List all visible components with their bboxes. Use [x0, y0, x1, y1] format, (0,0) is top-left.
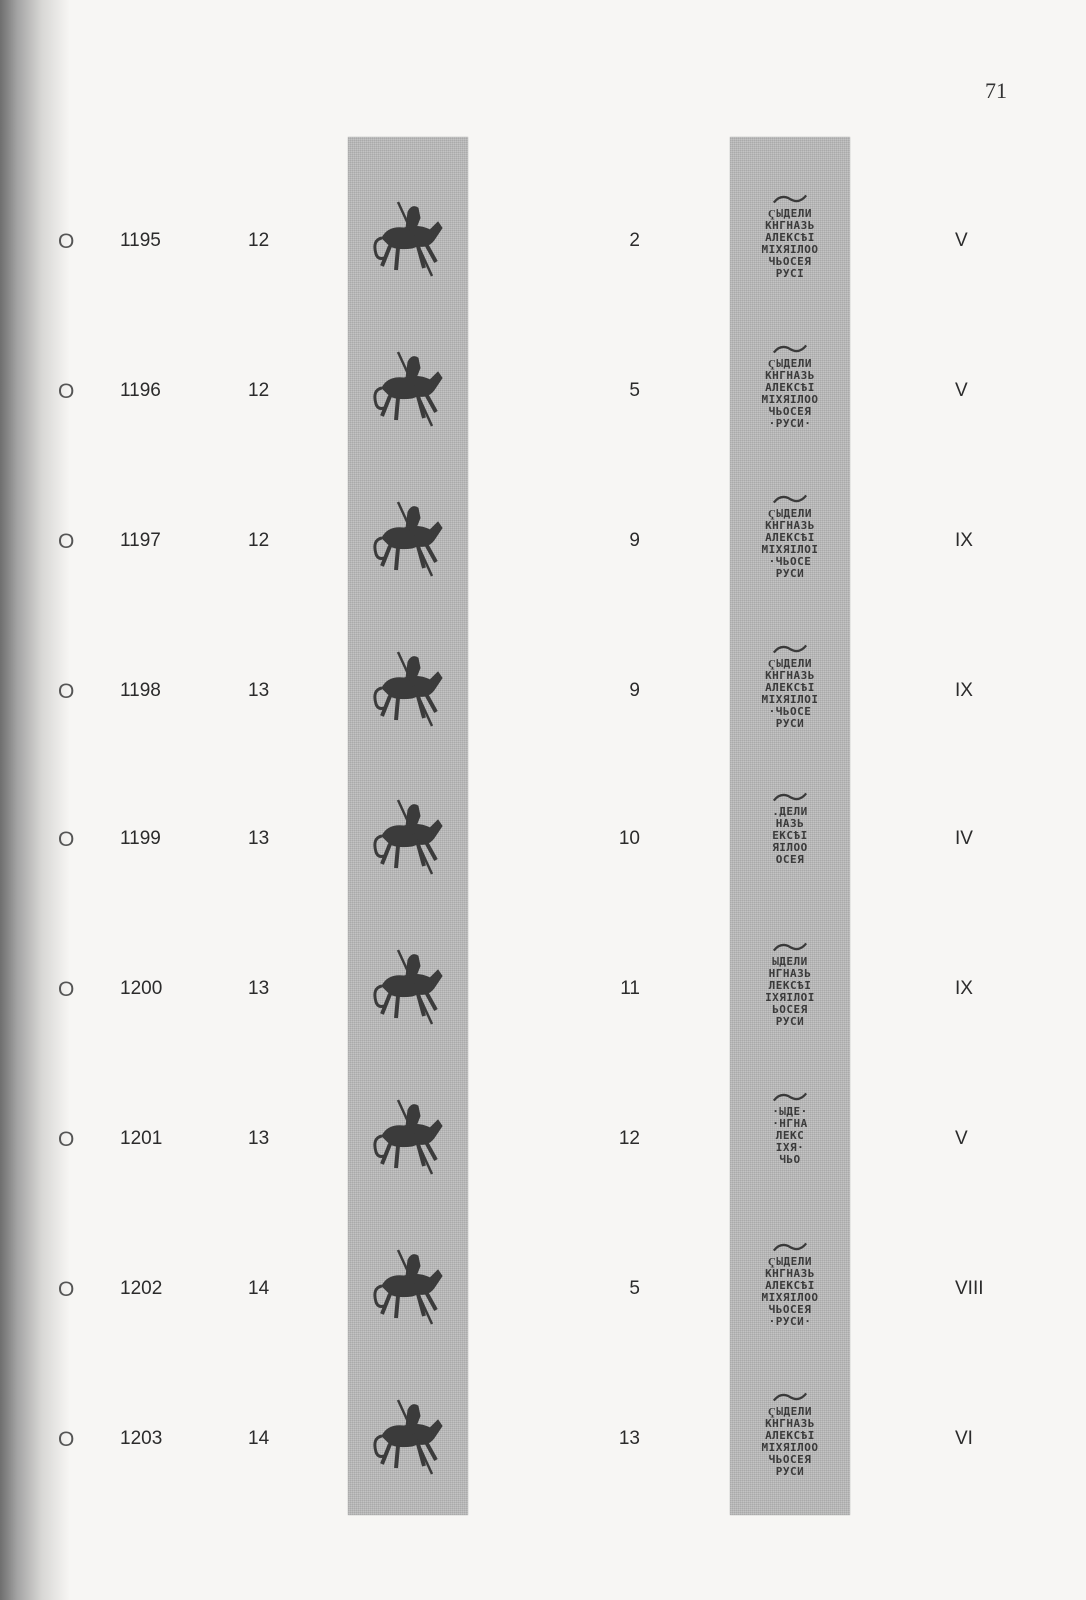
preservation-grade: IX — [955, 680, 973, 701]
preservation-grade: V — [955, 1128, 968, 1149]
obverse-die-number: 12 — [248, 530, 270, 551]
reverse-inscription: ҀЫДЕЛИ КНГНАЗЬ АЛЕКСѢІ МІХЯІЛОІ ·ЧЬОСЕ РУСИ — [761, 507, 819, 580]
catalogue-number: 1196 — [120, 380, 161, 401]
preservation-grade: V — [955, 230, 968, 251]
catalogue-number: 1201 — [120, 1128, 163, 1149]
obverse-die-number: 13 — [248, 680, 270, 701]
table-row — [0, 1366, 1086, 1516]
catalogue-number: 1202 — [120, 1278, 163, 1299]
row-mark: O — [58, 978, 75, 1001]
obverse-die-number: 12 — [248, 380, 270, 401]
table-row — [0, 468, 1086, 618]
catalogue-number: 1195 — [120, 230, 161, 251]
titlo-mark-icon — [742, 490, 838, 508]
table-row — [0, 1216, 1086, 1366]
horseman-seal-icon — [368, 638, 450, 748]
table-row — [0, 318, 1086, 468]
obverse-die-number: 14 — [248, 1428, 270, 1449]
horseman-seal-icon — [368, 786, 450, 896]
horseman-seal-icon — [368, 936, 450, 1046]
preservation-grade: IX — [955, 978, 973, 999]
horseman-seal-icon — [368, 1086, 450, 1196]
horseman-seal-icon — [368, 1236, 450, 1346]
reverse-die-number: 2 — [629, 230, 640, 251]
obverse-die-number: 13 — [248, 1128, 270, 1149]
reverse-inscription: ·ЫДЕ· ·НГНА ЛЕКС ІХЯ· ЧЬО — [772, 1105, 808, 1166]
obverse-die-number: 12 — [248, 230, 270, 251]
row-mark: O — [58, 530, 75, 553]
preservation-grade: IX — [955, 530, 973, 551]
titlo-mark-icon — [742, 788, 838, 806]
preservation-grade: VI — [955, 1428, 973, 1449]
titlo-mark-icon — [742, 340, 838, 358]
catalogue-number: 1198 — [120, 680, 161, 701]
horseman-seal-icon — [368, 488, 450, 598]
reverse-inscription: ҀЫДЕЛИ КНГНАЗЬ АЛЕКСѢІ МІХЯІЛОО ЧЬОСЕЯ РУСІ — [761, 207, 819, 280]
row-mark: O — [58, 680, 75, 703]
catalogue-number: 1199 — [120, 828, 161, 849]
reverse-die-number: 13 — [618, 1428, 640, 1449]
obverse-die-number: 13 — [248, 978, 270, 999]
preservation-grade: VIII — [955, 1278, 984, 1299]
reverse-die-number: 5 — [629, 380, 640, 401]
reverse-inscription: ҀЫДЕЛИ КНГНАЗЬ АЛЕКСѢІ МІХЯІЛОО ЧЬОСЕЯ ·РУСИ· — [761, 1255, 819, 1328]
reverse-die-number: 11 — [620, 978, 640, 999]
reverse-die-number: 9 — [629, 680, 640, 701]
reverse-die-number: 12 — [618, 1128, 640, 1149]
titlo-mark-icon — [742, 1088, 838, 1106]
row-mark: O — [58, 1428, 75, 1451]
reverse-inscription: ҀЫДЕЛИ КНГНАЗЬ АЛЕКСѢІ МІХЯІЛОО ЧЬОСЕЯ ·РУСИ· — [761, 357, 819, 430]
titlo-mark-icon — [742, 1238, 838, 1256]
catalogue-number: 1197 — [120, 530, 161, 551]
catalogue-number: 1200 — [120, 978, 163, 999]
reverse-die-number: 9 — [629, 530, 640, 551]
table-row — [0, 618, 1086, 768]
reverse-die-number: 10 — [618, 828, 640, 849]
titlo-mark-icon — [742, 1388, 838, 1406]
preservation-grade: IV — [955, 828, 973, 849]
preservation-grade: V — [955, 380, 968, 401]
table-row — [0, 766, 1086, 916]
reverse-inscription: ЫДЕЛИ НГНАЗЬ ЛЕКСѢІ ІХЯІЛОІ ЬОСЕЯ РУСИ — [765, 955, 815, 1028]
page-number: 71 — [985, 78, 1007, 103]
row-mark: O — [58, 828, 75, 851]
obverse-die-number: 13 — [248, 828, 270, 849]
table-row — [0, 168, 1086, 318]
row-mark: O — [58, 1278, 75, 1301]
row-mark: O — [58, 1128, 75, 1151]
row-mark: O — [58, 230, 75, 253]
row-mark: O — [58, 380, 75, 403]
reverse-die-number: 5 — [629, 1278, 640, 1299]
titlo-mark-icon — [742, 190, 838, 208]
titlo-mark-icon — [742, 640, 838, 658]
reverse-inscription: .ДЕЛИ НАЗЬ ЕКСѢІ ЯІЛОО ОСЕЯ — [772, 805, 808, 866]
horseman-seal-icon — [368, 1386, 450, 1496]
obverse-die-number: 14 — [248, 1278, 270, 1299]
reverse-inscription: ҀЫДЕЛИ КНГНАЗЬ АЛЕКСѢІ МІХЯІЛОІ ·ЧЬОСЕ РУСИ — [761, 657, 819, 730]
reverse-inscription: ҀЫДЕЛИ КНГНАЗЬ АЛЕКСѢІ МІХЯІЛОО ЧЬОСЕЯ РУСИ — [761, 1405, 819, 1478]
table-row — [0, 1066, 1086, 1216]
horseman-seal-icon — [368, 188, 450, 298]
catalogue-number: 1203 — [120, 1428, 163, 1449]
table-row — [0, 916, 1086, 1066]
titlo-mark-icon — [742, 938, 838, 956]
horseman-seal-icon — [368, 338, 450, 448]
